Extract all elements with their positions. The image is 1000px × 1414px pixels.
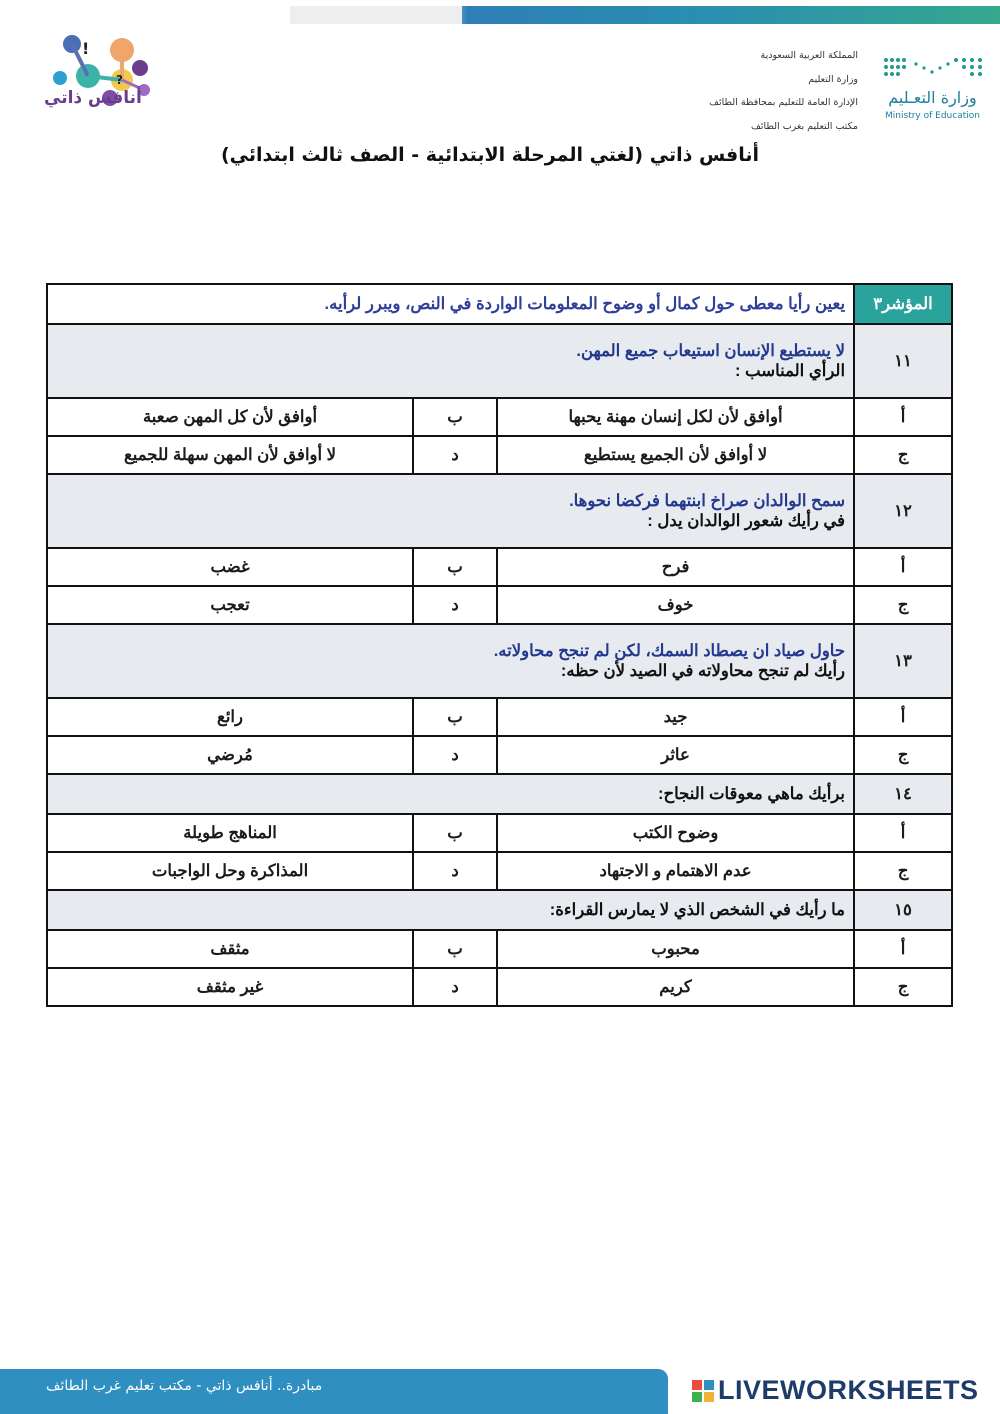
option-choice[interactable]: عدم الاهتمام و الاجتهاد [497,852,854,890]
ministry-name-arabic: وزارة التعـليم [888,88,977,107]
question-row [47,890,952,930]
question-number: ١٢ [854,474,952,548]
option-letter: ب [413,930,497,968]
option-letter: د [413,736,497,774]
options-row [47,398,952,436]
question-text: برأيك ماهي معوقات النجاح: [657,785,846,803]
footer-text: مبادرة.. أنافس ذاتي - مكتب تعليم غرب الطائف [46,1378,323,1394]
ministry-emblem-icon [880,52,985,86]
indicator-label: المؤشر٣ [854,284,952,324]
option-choice[interactable]: كريم [497,968,854,1006]
option-choice[interactable]: لا أوافق لأن المهن سهلة للجميع [47,436,413,474]
options-row [47,736,952,774]
option-letter: د [413,586,497,624]
option-choice[interactable]: أوافق لأن كل المهن صعبة [47,398,413,436]
question-number: ١١ [854,324,952,398]
option-choice[interactable]: عاثر [497,736,854,774]
question-prompt: رأيك لم تنجح محاولاته في الصيد لأن حظه: [560,662,846,680]
question-row [47,774,952,814]
option-choice[interactable]: المذاكرة وحل الواجبات [47,852,413,890]
option-letter: ج [854,852,952,890]
liveworksheets-icon [692,1380,714,1402]
option-choice[interactable]: غير مثقف [47,968,413,1006]
option-letter: أ [854,814,952,852]
ministry-name-english: Ministry of Education [885,111,980,121]
option-letter: ب [413,548,497,586]
question-text-cell [47,890,854,930]
question-text-cell [47,774,854,814]
question-number: ١٥ [854,890,952,930]
worksheet-table [46,283,953,1007]
option-choice[interactable]: لا أوافق لأن الجميع يستطيع [497,436,854,474]
options-row [47,586,952,624]
option-choice[interactable]: جيد [497,698,854,736]
header-line: مكتب التعليم بغرب الطائف [750,120,858,132]
option-letter: د [413,436,497,474]
options-row [47,436,952,474]
top-decorative-bar [290,6,1000,24]
option-choice[interactable]: وضوح الكتب [497,814,854,852]
question-text: لا يستطيع الإنسان استيعاب جميع المهن. [576,342,846,360]
option-choice[interactable]: أوافق لأن لكل إنسان مهنة يحبها [497,398,854,436]
question-text: سمح الوالدان صراخ ابنتهما فركضا نحوها. [569,492,846,510]
question-prompt: الرأي المناسب : [734,362,846,380]
options-row [47,814,952,852]
question-text-cell [47,324,854,398]
question-text-cell [47,474,854,548]
option-choice[interactable]: خوف [497,586,854,624]
option-choice[interactable]: غضب [47,548,413,586]
options-row [47,968,952,1006]
question-row [47,324,952,398]
options-row [47,698,952,736]
question-number: ١٤ [854,774,952,814]
option-letter: أ [854,698,952,736]
option-choice[interactable]: مثقف [47,930,413,968]
option-choice[interactable]: رائع [47,698,413,736]
options-row [47,930,952,968]
option-choice[interactable]: فرح [497,548,854,586]
logo-left-text: أنافس ذاتي [44,88,142,108]
option-letter: ج [854,968,952,1006]
option-letter: أ [854,398,952,436]
indicator-row [47,284,952,324]
option-letter: ج [854,736,952,774]
question-text: حاول صياد ان يصطاد السمك، لكن لم تنجح محاولاته. [493,642,846,660]
liveworksheets-logo[interactable] [692,1375,979,1406]
option-letter: ب [413,698,497,736]
options-row [47,548,952,586]
liveworksheets-wordmark: LIVEWORKSHEETS [718,1375,979,1405]
question-text-cell [47,624,854,698]
indicator-text: يعين رأيا معطى حول كمال أو وضوح المعلومات الواردة في النص، ويبرر لرأيه. [47,284,854,324]
option-letter: د [413,852,497,890]
option-choice[interactable]: تعجب [47,586,413,624]
option-choice[interactable]: المناهج طويلة [47,814,413,852]
svg-text:?: ? [116,73,123,87]
question-text: ما رأيك في الشخص الذي لا يمارس القراءة: [549,901,846,919]
option-choice[interactable]: محبوب [497,930,854,968]
header-line: وزارة التعليم [808,73,858,85]
question-row [47,474,952,548]
option-letter: أ [854,548,952,586]
question-row [47,624,952,698]
option-letter: ب [413,398,497,436]
option-letter: د [413,968,497,1006]
page-title: أنافس ذاتي (لغتي المرحلة الابتدائية - الصف ثالث ابتدائي) [220,144,760,166]
question-number: ١٣ [854,624,952,698]
options-row [47,852,952,890]
question-prompt: في رأيك شعور الوالدان يدل : [647,512,846,530]
header-line: الإدارة العامة للتعليم بمحافظة الطائف [709,97,858,108]
option-choice[interactable]: مُرضي [47,736,413,774]
svg-text:!: ! [82,39,90,58]
option-letter: ب [413,814,497,852]
option-letter: ج [854,586,952,624]
header-text-block [709,44,858,138]
option-letter: ج [854,436,952,474]
option-letter: أ [854,930,952,968]
header-line: المملكة العربية السعودية [760,50,858,61]
